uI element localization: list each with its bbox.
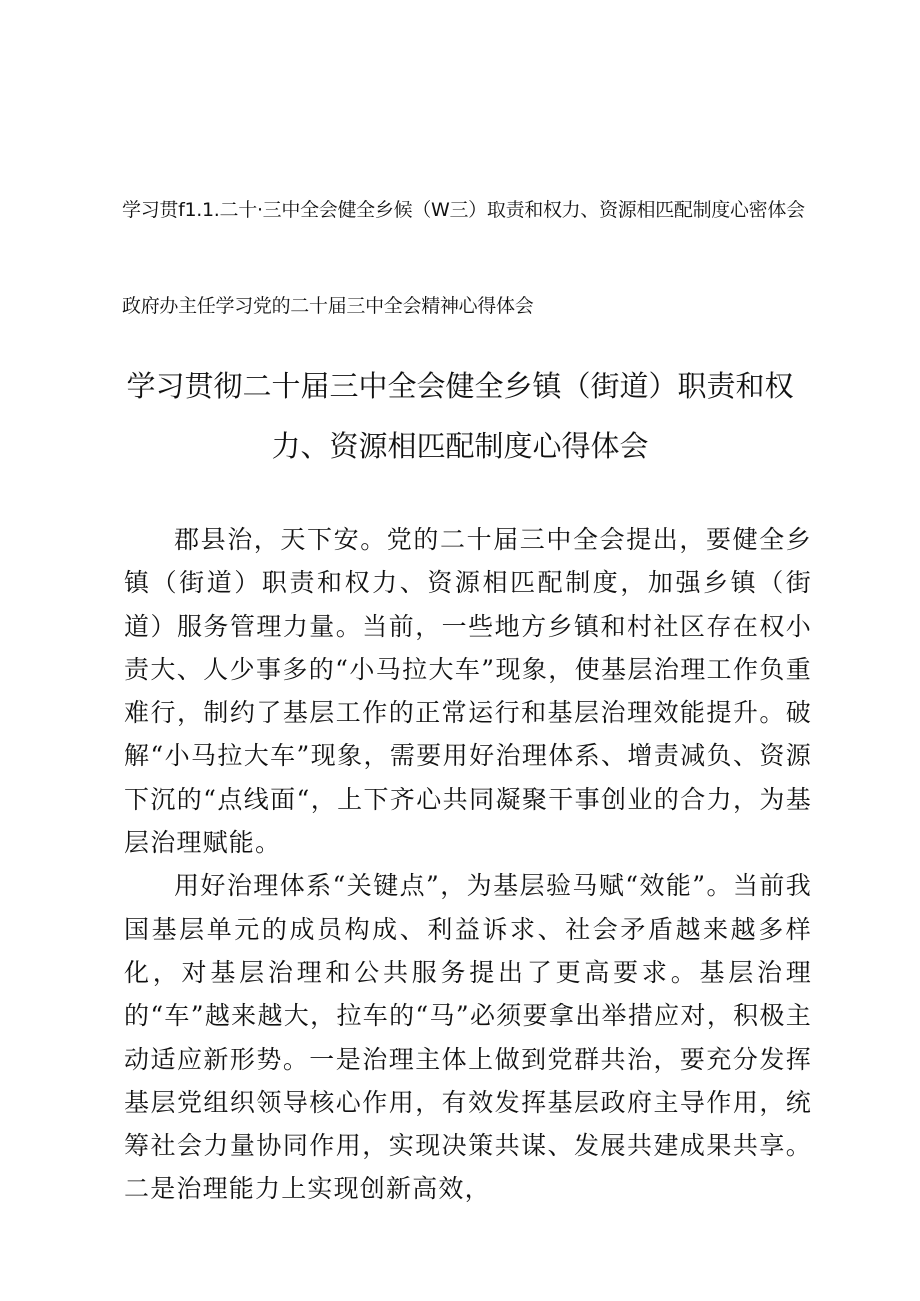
body-paragraph-2: 用好治理体系“关键点”，为基层验马赋“效能”。当前我国基层单元的成员构成、利益诉求、社会矛盾越来越多样化，对基层治理和公共服务提出了更高要求。基层治理的“车”越来越大，拉车的“马”必须要拿出举措应对，积极主动适应新形势。一是治理主体上做到党群共治，要充分发挥基层党组织领导核心作用，有效发挥基层政府主导作用，统筹社会力量协同作用，实现决策共谋、发展共建成果共享。二是治理能力上实现创新高效， bbox=[124, 871, 812, 1204]
body-paragraph-1: 郡县治，天下安。党的二十届三中全会提出，要健全乡镇（街道）职责和权力、资源相匹配制度，加强乡镇（街道）服务管理力量。当前，一些地方乡镇和村社区存在权小责大、人少事多的“小马拉大车”现象，使基层治理工作负重难行，制约了基层工作的正常运行和基层治理效能提升。破解“小马拉大车”现象，需要用好治理体系、增责减负、资源下沉的“点线面“，上下齐心共同凝聚干事创业的合力，为基层治理赋能。 bbox=[124, 525, 812, 858]
document-title-line-2: 力、资源相匹配制度心得体会 bbox=[271, 429, 649, 463]
document-body bbox=[124, 518, 812, 1211]
related-article-title-2[interactable]: 政府办主任学习党的二十届三中全会精神心得体会 bbox=[122, 295, 534, 317]
document-title-line-1: 学习贯彻二十届三中全会健全乡镇（街道）职责和权 bbox=[126, 369, 794, 403]
document-title bbox=[100, 356, 820, 476]
related-article-title-1[interactable]: 学习贯f1.1.二十·三中全会健全乡候（W三）取责和权力、资源相匹配制度心密体会 bbox=[122, 199, 805, 221]
